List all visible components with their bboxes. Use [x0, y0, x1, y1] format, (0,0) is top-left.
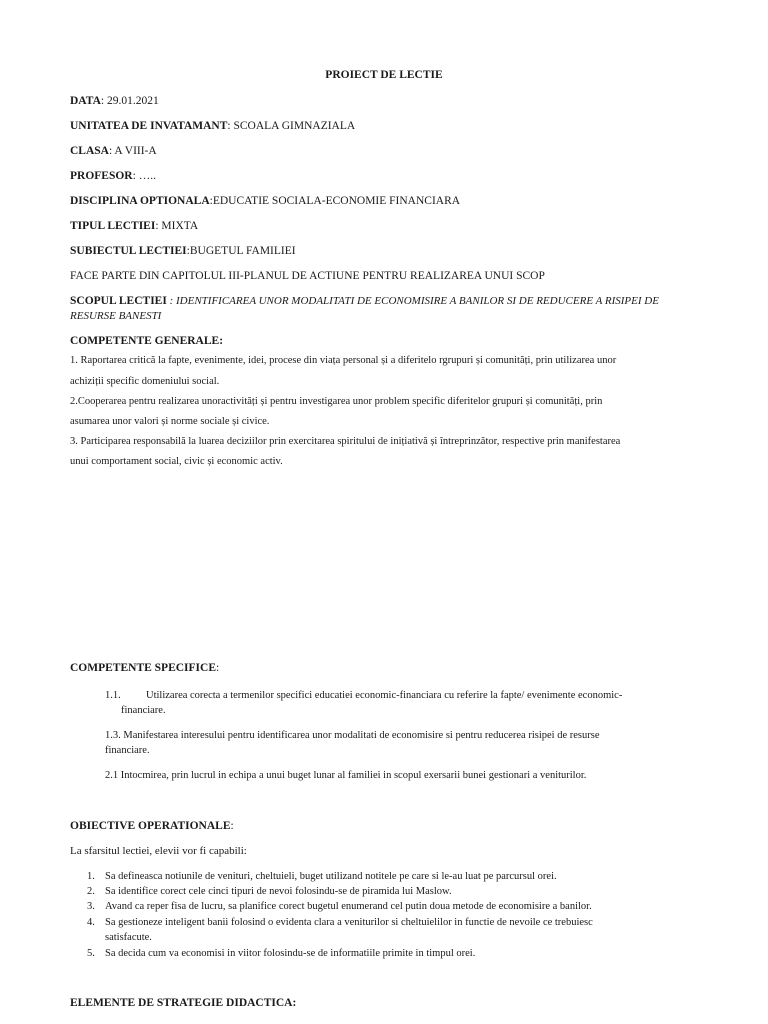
general-line: achiziții specific domeniului social.	[70, 376, 220, 387]
objectives-intro: La sfarsitul lectiei, elevii vor fi capabili:	[70, 845, 247, 857]
document-title: PROIECT DE LECTIE	[325, 69, 443, 81]
objective-number: 1.	[87, 871, 95, 882]
field-label: SUBIECTUL LECTIEI	[70, 245, 187, 257]
specific-item-text-cont: financiare.	[105, 745, 150, 756]
field-value: BUGETUL FAMILIEI	[189, 245, 296, 257]
objectives-heading: OBIECTIVE OPERATIONALE	[70, 820, 231, 832]
specific-item-text: Utilizarea corecta a termenilor specifici educatiei economic-financiara cu referire la fapte/ evenimente economic-	[146, 690, 623, 701]
specific-item-text: 2.1 Intocmirea, prin lucrul in echipa a unui buget lunar al familiei in scopul exersarii bunei gestionari a veniturilor.	[105, 770, 587, 781]
field-sep: :	[209, 195, 213, 207]
general-line: 2.Cooperarea pentru realizarea unoractivități și pentru investigarea unor problem specific diferitelor grupuri și comunități, prin	[70, 396, 603, 407]
field-sep: :	[108, 145, 115, 157]
specific-heading-line	[70, 661, 219, 676]
specific-heading: COMPETENTE SPECIFICE	[70, 662, 217, 674]
scope-sep: :	[166, 295, 176, 307]
scope-line	[70, 294, 659, 309]
specific-item-text-cont: financiare.	[121, 705, 166, 716]
field-sep: :	[100, 95, 107, 107]
field-subiectul	[70, 244, 296, 259]
specific-item-number: 1.1.	[105, 690, 121, 701]
objective-number: 2.	[87, 886, 95, 897]
field-value: MIXTA	[161, 220, 199, 232]
field-value: …..	[138, 170, 156, 182]
objectives-heading-sep: :	[230, 820, 234, 832]
field-label: PROFESOR	[70, 170, 133, 182]
objective-text: Sa identifice corect cele cinci tipuri de nevoi folosindu-se de piramida lui Maslow.	[105, 886, 452, 897]
scope-label: SCOPUL LECTIEI	[70, 295, 167, 307]
field-label: UNITATEA DE INVATAMANT	[70, 120, 228, 132]
objective-text: Sa decida cum va economisi in viitor folosindu-se de informatiile primite in timpul orei.	[105, 948, 476, 959]
field-value: 29.01.2021	[106, 95, 159, 107]
field-value: A VIII-A	[114, 145, 157, 157]
general-line: asumarea unor valori și norme sociale și civice.	[70, 416, 270, 427]
field-sep: :	[155, 220, 162, 232]
objectives-heading-line	[70, 819, 234, 834]
specific-heading-sep: :	[216, 662, 220, 674]
field-label: CLASA	[70, 145, 109, 157]
field-data	[70, 94, 159, 109]
field-label: DATA	[70, 95, 101, 107]
specific-item-text: 1.3. Manifestarea interesului pentru identificarea unor modalitati de economisire si pentru reducerea risipei de resurse	[105, 730, 600, 741]
objective-number: 5.	[87, 948, 95, 959]
objective-text: Avand ca reper fisa de lucru, sa planifice corect bugetul enumerand cel putin doua metode de economisire a banilor.	[105, 901, 592, 912]
general-line: 1. Raportarea critică la fapte, evenimente, idei, procese din viața personal și a diferitelo rgrupuri și comunități, prin utilizarea unor	[70, 355, 617, 366]
chapter-line: FACE PARTE DIN CAPITOLUL III-PLANUL DE ACTIUNE PENTRU REALIZAREA UNUI SCOP	[70, 270, 545, 282]
field-value: EDUCATIE SOCIALA-ECONOMIE FINANCIARA	[212, 195, 461, 207]
general-line: 3. Participarea responsabilă la luarea deciziilor prin exercitarea spiritului de inițiativă și întreprinzător, respective prin manifestarea	[70, 436, 621, 447]
field-label: TIPUL LECTIEI	[70, 220, 156, 232]
strategy-heading: ELEMENTE DE STRATEGIE DIDACTICA:	[70, 997, 297, 1009]
objective-number: 3.	[87, 901, 95, 912]
objective-number: 4.	[87, 917, 95, 928]
field-profesor	[70, 169, 156, 184]
scope-text-line2: RESURSE BANESTI	[70, 310, 162, 322]
objective-text: Sa defineasca notiunile de venituri, cheltuieli, buget utilizand notitele pe care si le-au luat pe parcursul orei.	[105, 871, 557, 882]
field-value: SCOALA GIMNAZIALA	[233, 120, 356, 132]
objective-text-cont: satisfacute.	[105, 932, 152, 943]
objective-text: Sa gestioneze inteligent banii folosind o evidenta clara a veniturilor si cheltuielilor in functie de nevoile ce trebuiesc	[105, 917, 593, 928]
scope-text-line1: IDENTIFICAREA UNOR MODALITATI DE ECONOMISIRE A BANILOR SI DE REDUCERE A RISIPEI DE	[176, 295, 659, 307]
general-heading: COMPETENTE GENERALE:	[70, 335, 224, 347]
field-sep: :	[132, 170, 139, 182]
field-clasa	[70, 144, 157, 159]
field-unitate	[70, 119, 355, 134]
field-label: DISCIPLINA OPTIONALA	[70, 195, 210, 207]
general-line: unui comportament social, civic și economic activ.	[70, 456, 283, 467]
field-sep: :	[227, 120, 234, 132]
field-disciplina	[70, 194, 460, 209]
field-tipul-lectiei	[70, 219, 198, 234]
field-sep: :	[186, 245, 190, 257]
